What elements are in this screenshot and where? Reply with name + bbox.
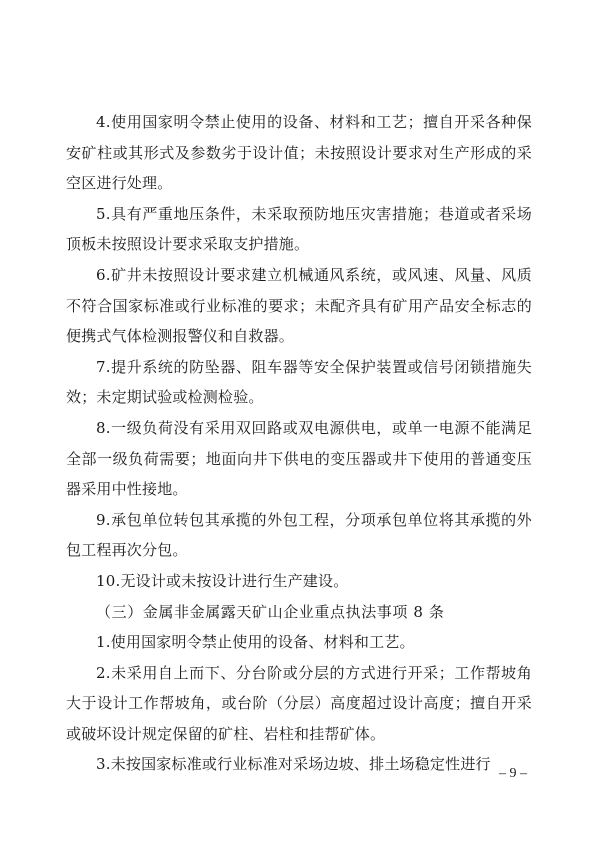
item-4-paragraph: 4.使用国家明令禁止使用的设备、材料和工艺；擅自开采各种保安矿柱或其形式及参数劣于设计值；未按照设计要求对生产形成的采空区进行处理。 [66, 113, 532, 193]
body-text [66, 107, 532, 780]
section-heading: （三）金属非金属露天矿山企业重点执法事项 8 条 [96, 602, 445, 621]
item-10-paragraph: 10.无设计或未按设计进行生产建设。 [96, 571, 349, 590]
item-6-paragraph: 6.矿井未按照设计要求建立机械通风系统，或风速、风量、风质不符合国家标准或行业标准的要求；未配齐具有矿用产品安全标志的便携式气体检测报警仪和自救器。 [66, 265, 532, 346]
item-9-paragraph: 9.承包单位转包其承揽的外包工程，分项承包单位将其承揽的外包工程再次分包。 [66, 510, 532, 560]
item-7-paragraph: 7.提升系统的防坠器、阻车器等安全保护装置或信号闭锁措施失效；未定期试验或检测检验。 [66, 357, 532, 407]
item-5-paragraph: 5.具有严重地压条件，未采取预防地压灾害措施；巷道或者采场顶板未按照设计要求采取支护措施。 [66, 204, 532, 254]
item-8-paragraph: 8.一级负荷没有采用双回路或双电源供电，或单一电源不能满足全部一级负荷需要；地面向井下供电的变压器或井下使用的普通变压器采用中性接地。 [66, 418, 532, 499]
open-pit-item-2-paragraph: 2.未采用自上而下、分台阶或分层的方式进行开采；工作帮坡角大于设计工作帮坡角，或台阶（分层）高度超过设计高度；擅自开采或破坏设计规定保留的矿柱、岩柱和挂帮矿体。 [66, 663, 532, 743]
page-number: – 9 – [499, 766, 527, 781]
open-pit-item-3-paragraph: 3.未按国家标准或行业标准对采场边坡、排土场稳定性进行 [96, 755, 491, 774]
open-pit-item-1-paragraph: 1.使用国家明令禁止使用的设备、材料和工艺。 [96, 633, 415, 652]
